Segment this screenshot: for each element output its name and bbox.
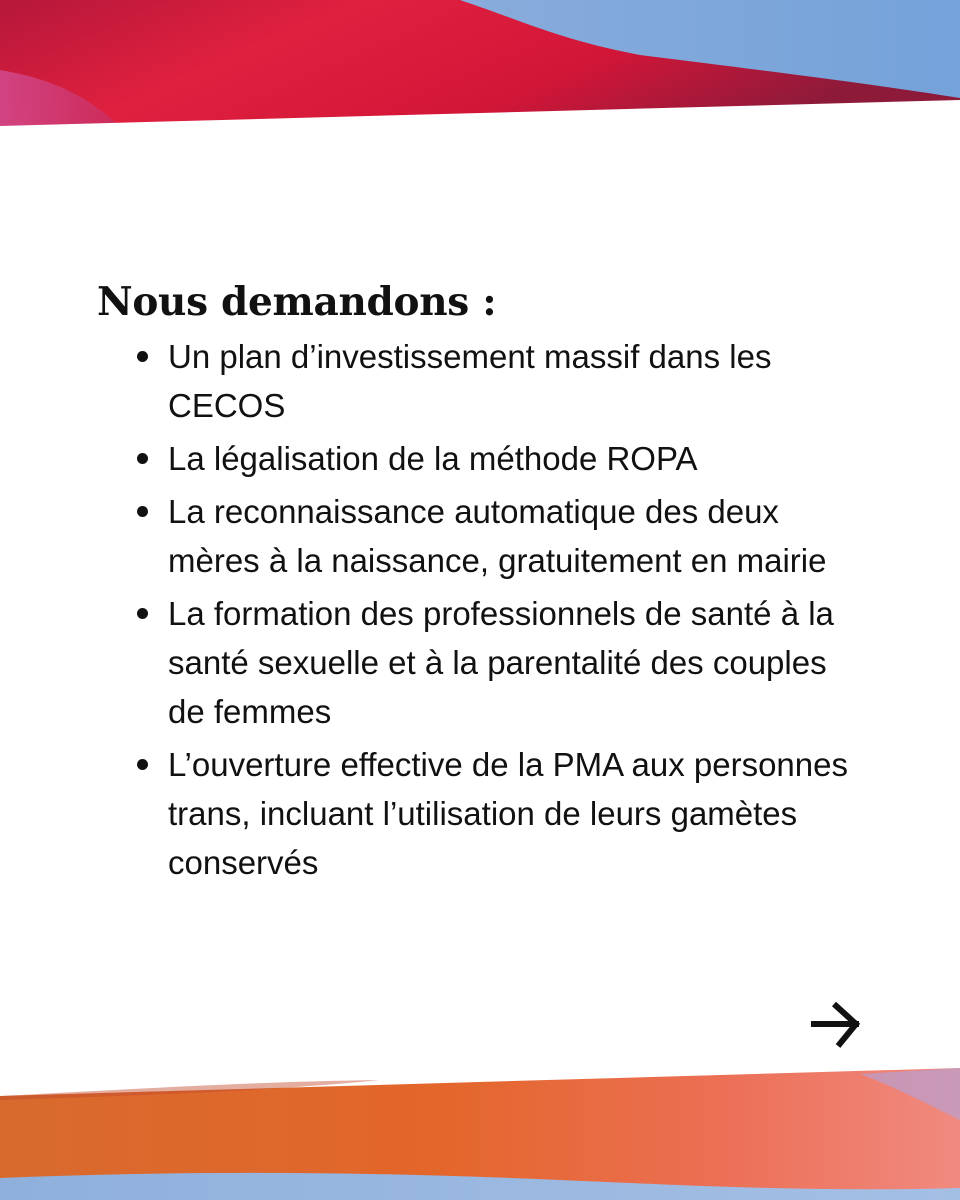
list-item	[97, 487, 848, 585]
bullet-dot	[137, 453, 148, 464]
list-item	[97, 332, 848, 430]
arrow-right-icon[interactable]	[806, 996, 866, 1052]
bottom-decorative-band	[0, 1060, 960, 1200]
page-title: Nous demandons :	[97, 279, 497, 325]
bullet-dot	[137, 608, 148, 619]
list-item-text: La légalisation de la méthode ROPA	[168, 440, 698, 477]
bullet-dot	[137, 506, 148, 517]
list-item-text: La formation des professionnels de santé à la santé sexuelle et à la parentalité des couples de femmes	[168, 595, 834, 730]
demands-list	[97, 332, 897, 887]
main-content	[97, 278, 897, 891]
list-item	[97, 740, 848, 887]
list-item	[97, 589, 848, 736]
list-item-text: La reconnaissance automatique des deux mères à la naissance, gratuitement en mairie	[168, 493, 827, 579]
bullet-dot	[137, 351, 148, 362]
list-item	[97, 434, 848, 483]
list-item-text: L’ouverture effective de la PMA aux personnes trans, incluant l’utilisation de leurs gamètes conservés	[168, 746, 848, 881]
list-item-text: Un plan d’investissement massif dans les CECOS	[168, 338, 772, 424]
top-decorative-band	[0, 0, 960, 140]
bullet-dot	[137, 759, 148, 770]
